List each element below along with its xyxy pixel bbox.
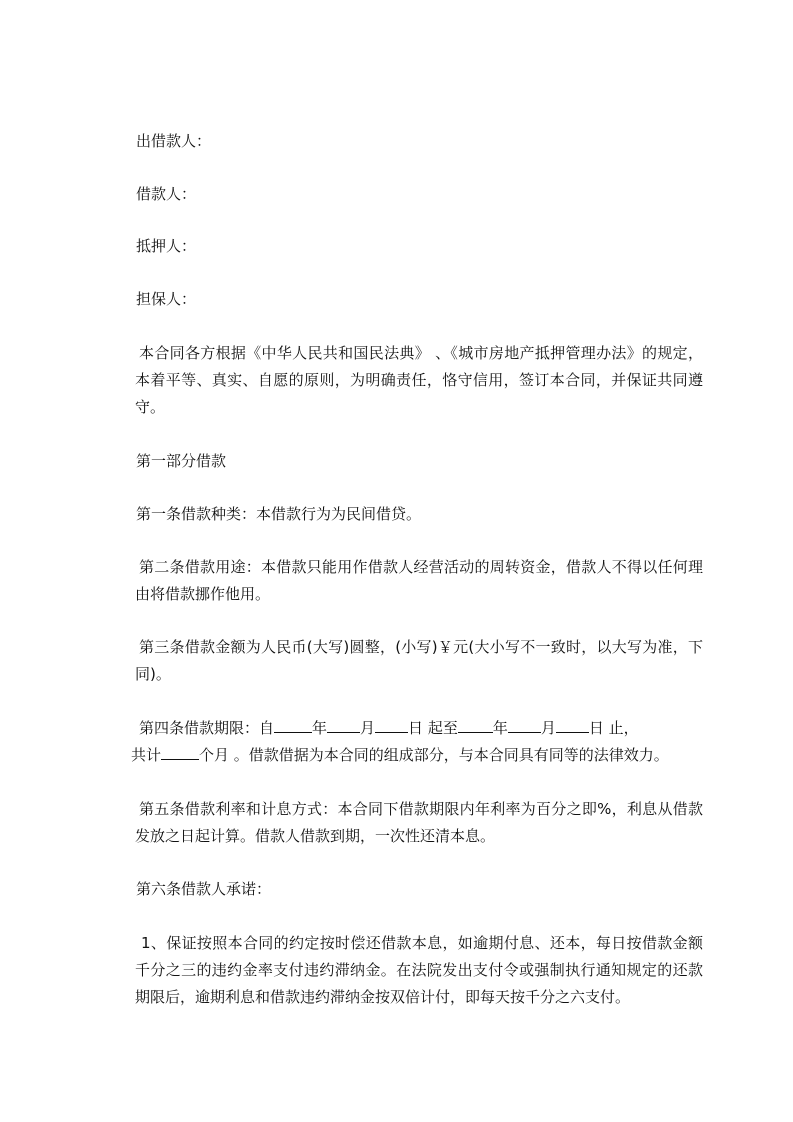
article-6-heading: 第六条借款人承诺： — [136, 880, 272, 898]
article-3: 第三条借款金额为人民币(大写)圆整，(小写)￥元(大小写不一致时，以大写为准，下同)。 — [135, 638, 703, 683]
start-day-blank[interactable] — [375, 718, 408, 733]
start-year-blank[interactable] — [274, 718, 312, 733]
total-months-blank[interactable] — [161, 745, 199, 760]
lender-label: 出借款人： — [136, 132, 212, 150]
part1-heading: 第一部分借款 — [136, 452, 227, 470]
article-6-item-1: 1、保证按照本合同的约定按时偿还借款本息，如逾期付息、还本，每日按借款金额千分之三的违约金率支付违约滞纳金。在法院发出支付令或强制执行通知规定的还款期限后，逾期利息和借款违约滞纳金按双倍计付，即每天按千分之六支付。 — [135, 934, 703, 1006]
article-4-prefix: 第四条借款期限：自 — [139, 719, 275, 737]
end-year-label: 年 — [492, 719, 508, 737]
article-5: 第五条借款利率和计息方式：本合同下借款期限内年利率为百分之即%，利息从借款发放之日起计算。借款人借款到期，一次性还清本息。 — [135, 800, 703, 845]
article-4 — [131, 715, 703, 769]
start-month-label: 月 — [360, 719, 376, 737]
article-4-line2-suffix: 个月 。借款借据为本合同的组成部分，与本合同具有同等的法律效力。 — [199, 746, 669, 764]
borrower-label: 借款人： — [136, 185, 197, 203]
article-1: 第一条借款种类：本借款行为为民间借贷。 — [136, 505, 422, 523]
preamble-paragraph: 本合同各方根据《中华人民共和国民法典》 、《城市房地产抵押管理办法》的规定，本着平等、真实、自愿的原则，为明确责任，恪守信用，签订本合同，并保证共同遵守。 — [135, 344, 703, 416]
mortgagor-label: 抵押人： — [136, 237, 197, 255]
start-day-label: 日 起至 — [408, 719, 458, 737]
end-year-blank[interactable] — [458, 718, 493, 733]
end-day-blank[interactable] — [556, 718, 589, 733]
article-4-line2-prefix: 共计 — [131, 746, 162, 764]
start-year-label: 年 — [312, 719, 328, 737]
end-month-blank[interactable] — [508, 718, 541, 733]
guarantor-label: 担保人： — [136, 290, 197, 308]
start-month-blank[interactable] — [327, 718, 360, 733]
end-day-label: 日 止， — [588, 719, 639, 737]
article-2: 第二条借款用途：本借款只能用作借款人经营活动的周转资金，借款人不得以任何理由将借款挪作他用。 — [135, 558, 703, 603]
end-month-label: 月 — [540, 719, 556, 737]
